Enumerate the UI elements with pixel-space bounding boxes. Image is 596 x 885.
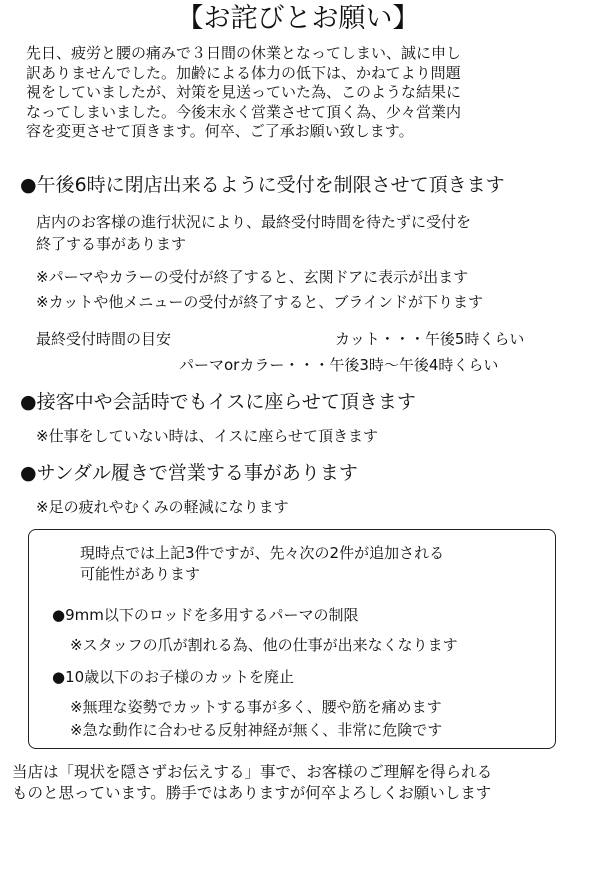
section1-note: ※カットや他メニューの受付が終了すると、ブラインドが下ります [36, 293, 483, 311]
section2-heading: ●接客中や会話時でもイスに座らせて頂きます [20, 391, 416, 413]
intro-line: 視をしていましたが、対策を見送っていた為、このような結果に [26, 83, 462, 101]
schedule-cut: カット・・・午後5時くらい [335, 330, 525, 348]
box-item2-note: ※無理な姿勢でカットする事が多く、腰や筋を痛めます [70, 698, 442, 716]
page-title: 【お詫びとお願い】 [176, 3, 420, 34]
intro-line: 容を変更させて頂きます。何卒、ご了承お願い致します。 [26, 122, 414, 140]
intro-paragraph [26, 44, 461, 142]
box-item1-note: ※スタッフの爪が割れる為、他の仕事が出来なくなります [70, 636, 458, 654]
box-intro-line: 可能性があります [80, 565, 201, 583]
schedule-perm: パーマorカラー・・・午後3時～午後4時くらい [179, 356, 499, 374]
box-item2-heading: ●10歳以下のお子様のカットを廃止 [52, 668, 295, 686]
section3-note: ※足の疲れやむくみの軽減になります [36, 498, 289, 516]
box-item1-heading: ●9mm以下のロッドを多用するパーマの制限 [52, 606, 359, 624]
box-item2-note: ※急な動作に合わせる反射神経が無く、非常に危険です [70, 721, 443, 739]
intro-line: 先日、疲労と腰の痛みで３日間の休業となってしまい、誠に申し [26, 44, 462, 62]
section3-heading: ●サンダル履きで営業する事があります [20, 462, 358, 484]
intro-line: 訳ありませんでした。加齢による体力の低下は、かねてより問題 [26, 63, 461, 82]
closing-line: ものと思っています。勝手ではありますが何卒よろしくお願いします [12, 784, 492, 802]
section1-body-line: 店内のお客様の進行状況により、最終受付時間を待たずに受付を [36, 213, 472, 231]
section1-body-line: 終了する事があります [36, 235, 187, 253]
closing-paragraph [12, 762, 492, 804]
section1-heading: ●午後6時に閉店出来るように受付を制限させて頂きます [20, 174, 505, 196]
closing-line: 当店は「現状を隠さずお伝えする」事で、お客様のご理解を得られる [12, 763, 493, 781]
section1-note: ※パーマやカラーの受付が終了すると、玄関ドアに表示が出ます [36, 268, 469, 286]
schedule-label: 最終受付時間の目安 [36, 330, 172, 348]
box-intro-line: 現時点では上記3件ですが、先々次の2件が追加される [80, 544, 445, 562]
section2-note: ※仕事をしていない時は、イスに座らせて頂きます [36, 427, 378, 445]
intro-line: なってしまいました。今後末永く営業させて頂く為、少々営業内 [26, 102, 462, 121]
